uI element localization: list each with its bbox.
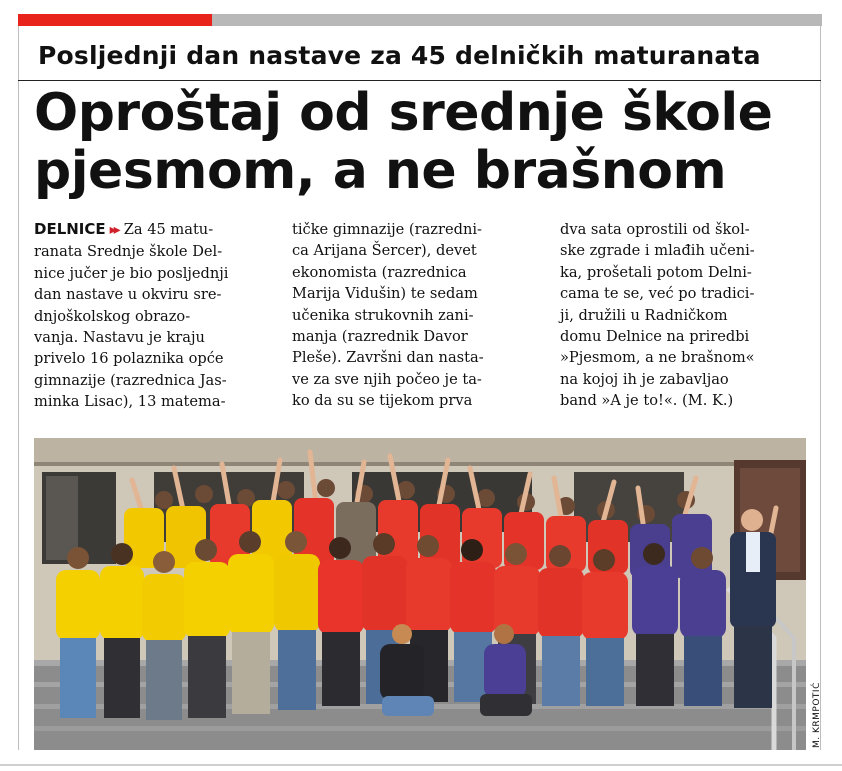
article-line: ekonomista (razrednica xyxy=(292,263,467,281)
article-kicker: Posljednji dan nastave za 45 delničkih maturanata xyxy=(38,41,761,70)
article-line: na kojoj ih je zabavljao xyxy=(560,370,729,388)
article-column-3 xyxy=(560,219,815,412)
article-line: cama te se, već po tradici- xyxy=(560,285,755,303)
article-line: dnjoškolskog obrazo- xyxy=(34,307,191,325)
article-line: učenika strukovnih zani- xyxy=(292,306,474,324)
article-line: dan nastave u okviru sre- xyxy=(34,286,222,304)
article-line: ji, družili u Radničkom xyxy=(560,306,728,324)
article-line: tičke gimnazije (razredni- xyxy=(292,221,482,238)
group-photo-illustration xyxy=(34,438,806,750)
article-line: ca Arijana Šercer), devet xyxy=(292,242,477,260)
article-line: nice jučer je bio posljednji xyxy=(34,264,229,282)
article-line: Marija Vidušin) te sedam xyxy=(292,285,478,303)
article-line: Pleše). Završni dan nasta- xyxy=(292,349,484,367)
article-line: privelo 16 polaznika opće xyxy=(34,350,224,368)
kicker-divider xyxy=(18,80,821,81)
article-line: dva sata oprostili od škol- xyxy=(560,221,750,238)
section-bar-red xyxy=(18,14,212,26)
article-line: vanja. Nastavu je kraju xyxy=(34,329,205,347)
article-column-2 xyxy=(292,219,546,412)
dateline: DELNICE xyxy=(34,220,106,238)
article-line: band »A je to!«. (M. K.) xyxy=(560,392,734,410)
headline-line-2: pjesmom, a ne brašnom xyxy=(34,141,727,201)
photo-credit: M. KRMPOTIĆ xyxy=(812,682,822,748)
article-headline xyxy=(34,84,824,200)
group-photo xyxy=(34,438,806,750)
article-column-1 xyxy=(34,219,275,413)
article-line: gimnazije (razrednica Jas- xyxy=(34,371,227,389)
article-line: domu Delnice na priredbi xyxy=(560,328,750,346)
article-line: »Pjesmom, a ne brašnom« xyxy=(560,349,755,367)
article-line: ko da su se tijekom prva xyxy=(292,392,473,410)
headline-line-1: Oproštaj od srednje škole xyxy=(34,83,773,143)
article-line: manja (razrednik Davor xyxy=(292,328,468,346)
article-line: minka Lisac), 13 matema- xyxy=(34,393,226,411)
page-bottom-divider xyxy=(0,764,842,766)
article-line: DELNICE ▸▸ Za 45 matu- xyxy=(34,220,214,238)
article-line: ske zgrade i mlađih učeni- xyxy=(560,242,755,260)
section-bar-grey xyxy=(212,14,822,26)
article-line: ve za sve njih počeo je ta- xyxy=(292,370,482,388)
article-line: ka, prošetali potom Delni- xyxy=(560,263,752,281)
double-arrow-icon: ▸▸ xyxy=(109,222,118,238)
article-line: ranata Srednje škole Del- xyxy=(34,243,223,261)
